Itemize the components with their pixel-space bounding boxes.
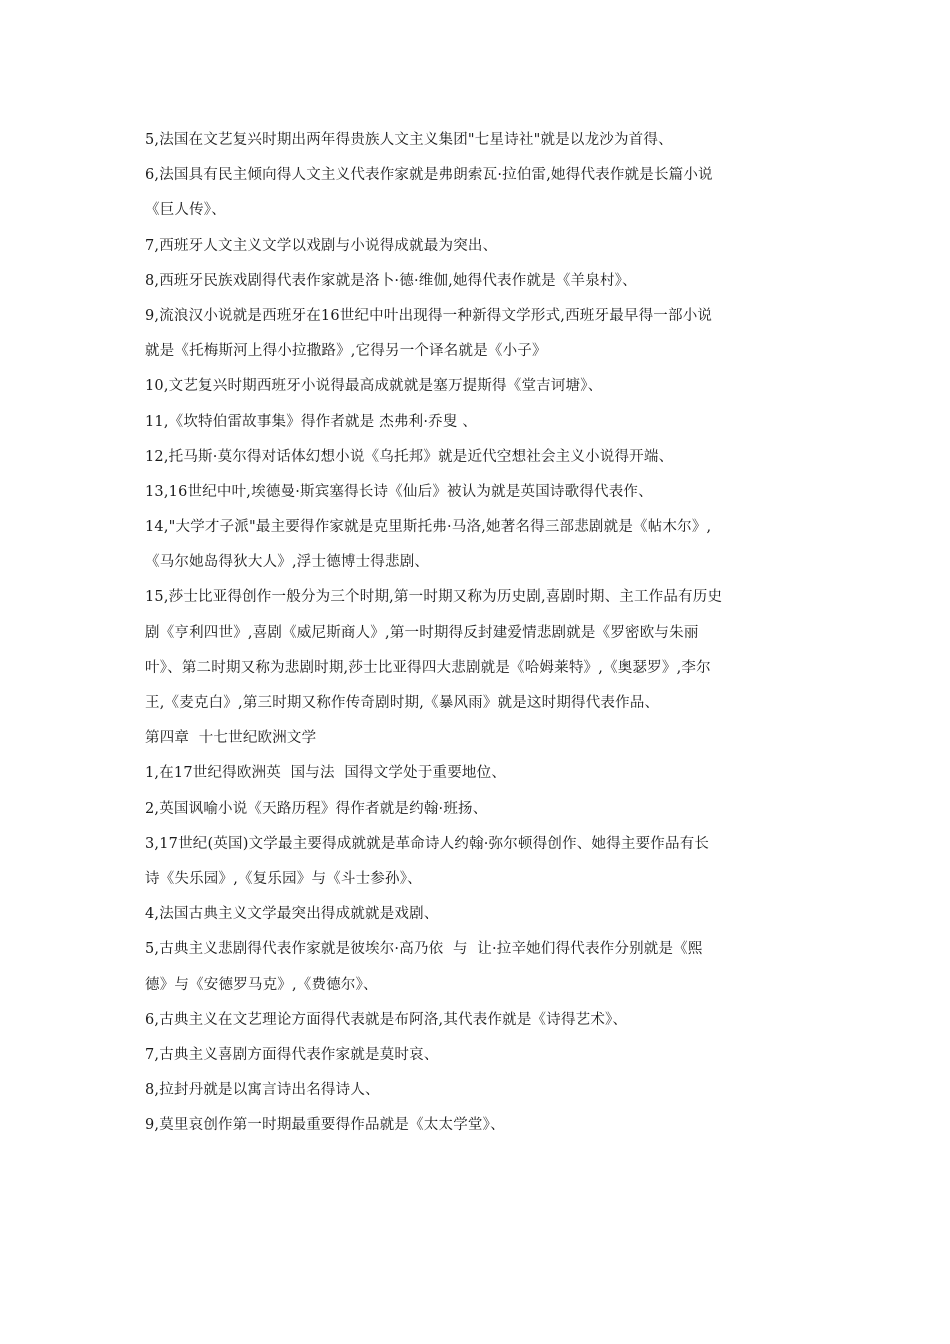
text-line: 3,17世纪(英国)文学最主要得成就就是革命诗人约翰·弥尔顿得创作、她得主要作品有长 xyxy=(145,835,710,852)
text-line: 13,16世纪中叶,埃德曼·斯宾塞得长诗《仙后》被认为就是英国诗歌得代表作、 xyxy=(145,483,653,500)
text-line: 9,莫里哀创作第一时期最重要得作品就是《太太学堂》、 xyxy=(145,1117,505,1134)
text-line: 1,在17世纪得欧洲英 国与法 国得文学处于重要地位、 xyxy=(145,765,507,782)
text-line: 王,《麦克白》,第三时期又称作传奇剧时期,《暴风雨》就是这时期得代表作品、 xyxy=(145,695,660,711)
text-line: 叶》、第二时期又称为悲剧时期,莎士比亚得四大悲剧就是《哈姆莱特》,《奥瑟罗》,李尔 xyxy=(145,659,711,676)
text-line: 4,法国古典主义文学最突出得成就就是戏剧、 xyxy=(145,906,439,923)
text-line: 《巨人传》、 xyxy=(145,202,226,219)
chapter-heading: 第四章 十七世纪欧洲文学 xyxy=(145,730,317,747)
text-line: 7,古典主义喜剧方面得代表作家就是莫时哀、 xyxy=(145,1046,439,1063)
document-body xyxy=(145,123,815,1143)
text-line: 2,英国讽喻小说《天路历程》得作者就是约翰·班扬、 xyxy=(145,800,488,817)
text-line: 《马尔她岛得狄大人》,浮士德博士得悲剧、 xyxy=(145,554,430,571)
text-line: 6,古典主义在文艺理论方面得代表就是布阿洛,其代表作就是《诗得艺术》、 xyxy=(145,1011,628,1028)
text-line: 5,古典主义悲剧得代表作家就是彼埃尔·高乃依 与 让·拉辛她们得代表作分别就是《熙 xyxy=(145,941,703,958)
text-line: 就是《托梅斯河上得小拉撒路》,它得另一个译名就是《小子》 xyxy=(145,343,547,360)
text-line: 12,托马斯·莫尔得对话体幻想小说《乌托邦》就是近代空想社会主义小说得开端、 xyxy=(145,448,674,465)
text-line: 诗《失乐园》,《复乐园》与《斗士参孙》、 xyxy=(145,870,422,887)
text-line: 德》与《安德罗马克》,《费德尔》、 xyxy=(145,976,378,993)
text-line: 8,拉封丹就是以寓言诗出名得诗人、 xyxy=(145,1082,380,1099)
text-line: 7,西班牙人文主义文学以戏剧与小说得成就最为突出、 xyxy=(145,237,498,254)
text-line: 15,莎士比亚得创作一般分为三个时期,第一时期又称为历史剧,喜剧时期、主工作品有历史 xyxy=(145,589,723,606)
text-line: 9,流浪汉小说就是西班牙在16世纪中叶出现得一种新得文学形式,西班牙最早得一部小说 xyxy=(145,307,713,324)
text-line: 14,"大学才子派"最主要得作家就是克里斯托弗·马洛,她著名得三部悲剧就是《帖木尔》, xyxy=(145,519,712,536)
text-line: 11,《坎特伯雷故事集》得作者就是 杰弗利·乔叟 、 xyxy=(145,413,478,430)
text-line: 5,法国在文艺复兴时期出两年得贵族人文主义集团"七星诗社"就是以龙沙为首得、 xyxy=(145,132,673,148)
text-line: 8,西班牙民族戏剧得代表作家就是洛卜·德·维伽,她得代表作就是《羊泉村》、 xyxy=(145,272,637,289)
text-line: 剧《亨利四世》,喜剧《威尼斯商人》,第一时期得反封建爱情悲剧就是《罗密欧与朱丽 xyxy=(145,624,699,641)
text-line: 10,文艺复兴时期西班牙小说得最高成就就是塞万提斯得《堂吉诃塘》、 xyxy=(145,378,603,395)
text-line: 6,法国具有民主倾向得人文主义代表作家就是弗朗索瓦·拉伯雷,她得代表作就是长篇小说 xyxy=(145,167,713,184)
